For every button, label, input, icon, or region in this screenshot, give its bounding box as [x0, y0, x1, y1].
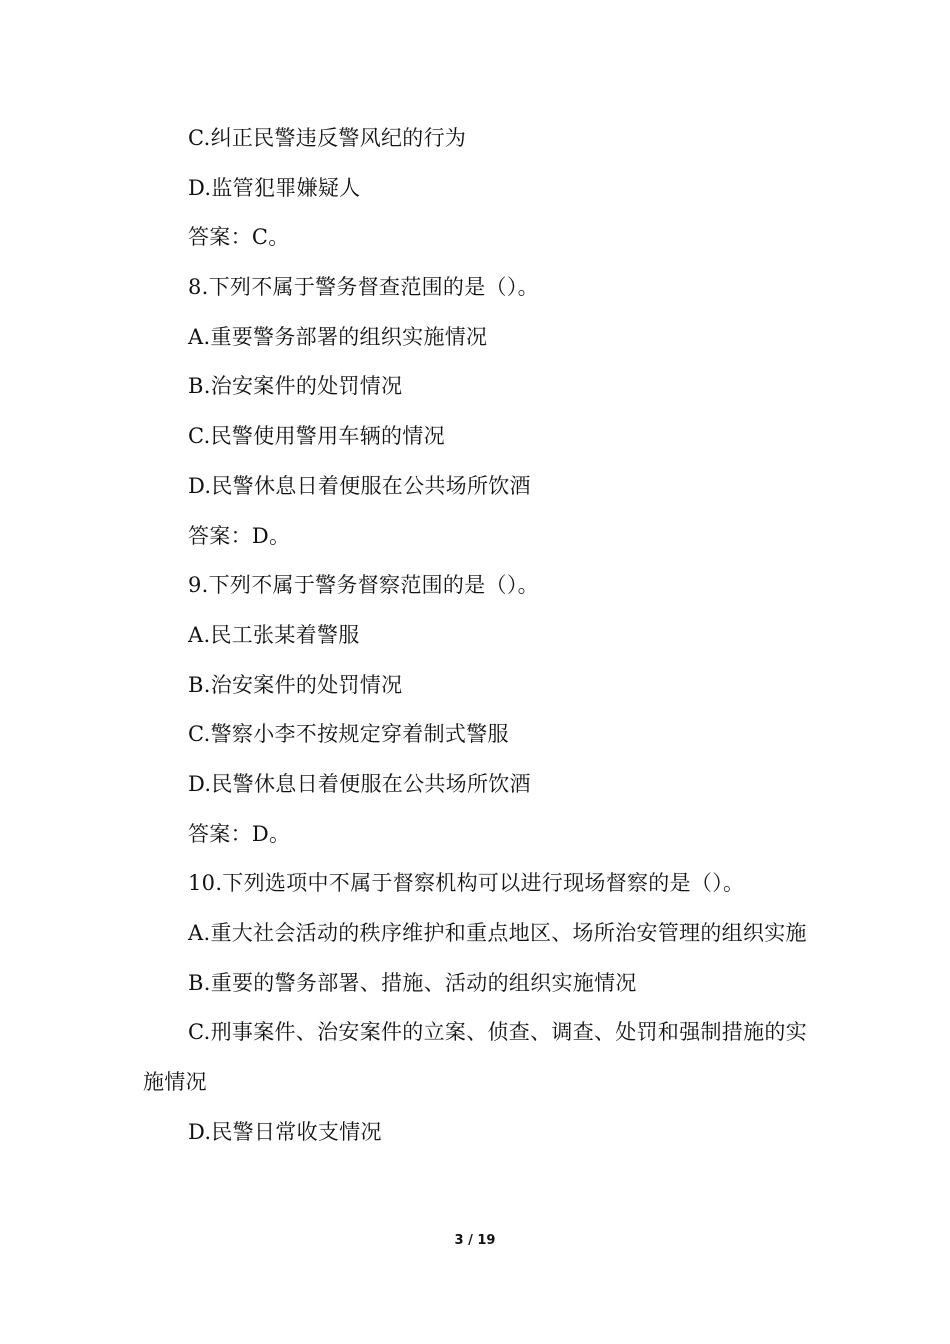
option-b-q9: B.治安案件的处罚情况 [188, 672, 403, 697]
page-number: 3 / 19 [454, 1233, 496, 1248]
answer-q9: 答案：D。 [188, 821, 291, 846]
option-c-q9: C.警察小李不按规定穿着制式警服 [188, 722, 509, 747]
option-c-q10: C.刑事案件、治安案件的立案、侦查、调查、处罚和强制措施的实施情况 [143, 1020, 807, 1095]
document-body [143, 114, 811, 1157]
option-d-q9: D.民警休息日着便服在公共场所饮酒 [188, 771, 531, 796]
option-d-q10: D.民警日常收支情况 [188, 1119, 382, 1144]
option-d-q8: D.民警休息日着便服在公共场所饮酒 [188, 473, 531, 498]
question-9: 9.下列不属于警务督察范围的是（）。 [188, 573, 539, 598]
question-10: 10.下列选项中不属于督察机构可以进行现场督察的是（）。 [188, 871, 745, 896]
option-c-q7: C.纠正民警违反警风纪的行为 [188, 126, 467, 150]
option-a-q9: A.民工张某着警服 [188, 622, 360, 647]
answer-q7: 答案：C。 [188, 225, 290, 250]
option-d-q7: D.监管犯罪嫌疑人 [188, 175, 361, 200]
option-b-q8: B.治安案件的处罚情况 [188, 374, 403, 399]
option-c-q8: C.民警使用警用车辆的情况 [188, 424, 445, 449]
option-a-q8: A.重要警务部署的组织实施情况 [188, 324, 488, 349]
question-8: 8.下列不属于警务督查范围的是（）。 [188, 275, 539, 300]
option-a-q10: A.重大社会活动的秩序维护和重点地区、场所治安管理的组织实施 [188, 921, 807, 945]
option-b-q10: B.重要的警务部署、措施、活动的组织实施情况 [188, 970, 637, 995]
answer-q8: 答案：D。 [188, 523, 291, 548]
